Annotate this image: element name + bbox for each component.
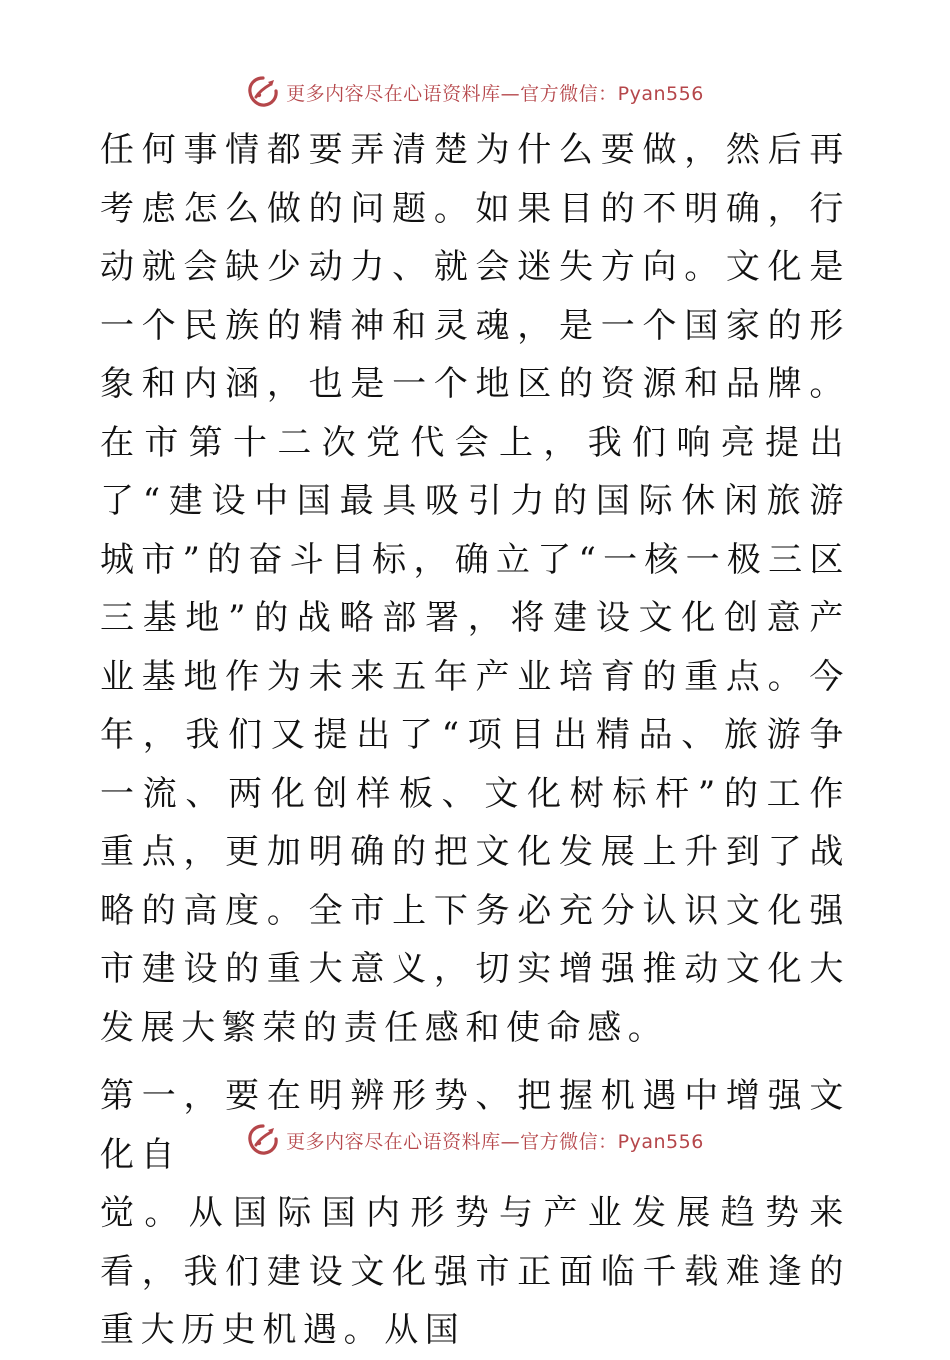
- footer-banner: [0, 1120, 950, 1160]
- document-body: [100, 121, 850, 1360]
- header-banner: [0, 72, 950, 112]
- header-banner-text: 更多内容尽在心语资料库—官方微信：Pyan556: [286, 82, 704, 105]
- body-paragraph-continued: 觉。从国际国内形势与产业发展趋势来看，我们建设文化强市正面临千载难逢的重大历史机遇。从国: [100, 1193, 850, 1350]
- pen-swirl-logo-icon: [246, 1123, 280, 1157]
- footer-banner-text: 更多内容尽在心语资料库—官方微信：Pyan556: [286, 1130, 704, 1153]
- body-paragraph-heading-line: 第一，要在明辨形势、把握机遇中增强文化自: [100, 1076, 850, 1175]
- body-paragraph: 任何事情都要弄清楚为什么要做，然后再考虑怎么做的问题。如果目的不明确，行动就会缺少动力、就会迷失方向。文化是一个民族的精神和灵魂，是一个国家的形象和内涵，也是一个地区的资源和品牌。在市第十二次党代会上，我们响亮提出了“建设中国最具吸引力的国际休闲旅游城市”的奋斗目标，确立了“一核一极三区三基地”的战略部署，将建设文化创意产业基地作为未来五年产业培育的重点。今年，我们又提出了“项目出精品、旅游争一流、两化创样板、文化树标杆”的工作重点，更加明确的把文化发展上升到了战略的高度。全市上下务必充分认识文化强市建设的重大意义，切实增强推动文化大发展大繁荣的责任感和使命感。: [100, 130, 850, 1048]
- pen-swirl-logo-icon: [246, 75, 280, 109]
